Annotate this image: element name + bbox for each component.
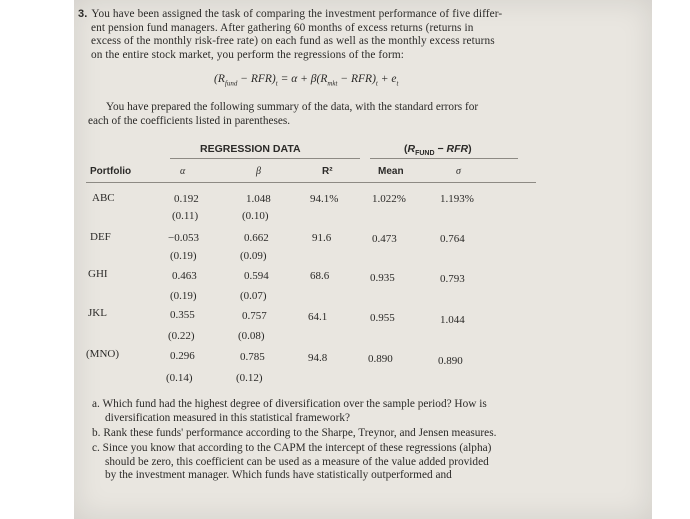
summary-text [88,101,608,129]
header-rule-regression [170,158,360,159]
cell-sigma: 0.890 [438,355,463,367]
problem-number: 3. [78,8,88,20]
cell-alpha: −0.053 [168,232,199,244]
cell-alpha: 0.296 [170,350,195,362]
cell-beta-se: (0.10) [242,210,269,222]
cell-r2: 68.6 [310,270,330,282]
cell-portfolio: JKL [88,307,107,319]
cell-mean: 1.022% [372,193,406,205]
intro-line: 3. You have been assigned the task of comparing the investment performance of five differ- [78,8,503,20]
summary-line: You have prepared the following summary of the data, with the standard errors for [106,101,479,113]
cell-sigma: 0.793 [440,273,465,285]
cell-beta-se: (0.08) [238,330,265,342]
cell-beta: 0.594 [244,270,269,282]
cell-beta-se: (0.07) [240,290,267,302]
question-c [92,442,632,483]
problem-intro [78,8,618,62]
intro-line: excess of the monthly risk-free rate) on each fund as well as the monthly excess returns [91,35,495,48]
col-portfolio: Portfolio [90,166,132,177]
cell-mean: 0.890 [368,353,393,365]
summary-line: each of the coefficients listed in parentheses. [88,114,291,127]
question-line: b. Rank these funds' performance according to the Sharpe, Treynor, and Jensen measures. [92,427,497,439]
cell-r2: 64.1 [308,311,328,323]
cell-beta: 0.785 [240,351,265,363]
cell-alpha: 0.192 [174,193,199,205]
cell-beta: 1.048 [246,193,271,205]
cell-beta-se: (0.12) [236,372,263,384]
question-line: a. Which fund had the highest degree of diversification over the sample period? How is [92,398,487,410]
group-header-excess: $(R_{FUND} - RFR)$ [404,143,472,158]
cell-sigma: 0.764 [440,233,465,245]
question-line: c. Since you know that according to the CAPM the intercept of these regressions (alpha) [92,442,492,454]
textbook-page [74,0,652,519]
col-beta: β [256,166,261,177]
cell-alpha: 0.355 [170,309,195,321]
question-line: should be zero, this coefficient can be used as a measure of the value added provided [105,455,489,468]
cell-r2: 94.1% [310,193,339,205]
column-rule [86,182,536,183]
cell-alpha-se: (0.19) [170,250,197,262]
cell-sigma: 1.044 [440,314,465,326]
col-r2: R² [322,166,333,177]
cell-beta-se: (0.09) [240,250,267,262]
intro-line: on the entire stock market, you perform the regressions of the form: [91,48,404,61]
header-rule-excess [370,158,518,159]
col-alpha: α [180,166,186,177]
cell-portfolio: ABC [92,192,115,204]
col-sigma: σ [456,166,461,177]
cell-alpha-se: (0.19) [170,290,197,302]
cell-alpha: 0.463 [172,270,197,282]
cell-portfolio: GHI [88,268,108,280]
intro-line: ent pension fund managers. After gathering 60 months of excess returns (returns in [91,21,474,34]
cell-r2: 91.6 [312,232,332,244]
cell-portfolio: (MNO) [86,348,119,360]
cell-alpha-se: (0.22) [168,330,195,342]
cell-beta: 0.757 [242,310,267,322]
question-b [92,427,632,441]
cell-portfolio: DEF [90,231,111,243]
cell-r2: 94.8 [308,352,328,364]
group-header-regression: REGRESSION DATA [200,143,301,155]
cell-beta: 0.662 [244,232,269,244]
col-mean: Mean [378,166,404,177]
cell-mean: 0.473 [372,233,397,245]
cell-sigma: 1.193% [440,193,474,205]
cell-alpha-se: (0.11) [172,210,199,222]
question-a [92,398,632,425]
cell-mean: 0.935 [370,272,395,284]
cell-alpha-se: (0.14) [166,372,193,384]
question-line: by the investment manager. Which funds have statistically outperformed and [105,469,452,482]
regression-equation: $(R_{fund} - RFR)_t = \alpha + \beta(R_{mkt} - RFR)_t + e_t$ [214,73,399,88]
question-line: diversification measured in this statistical framework? [105,411,351,424]
cell-mean: 0.955 [370,312,395,324]
